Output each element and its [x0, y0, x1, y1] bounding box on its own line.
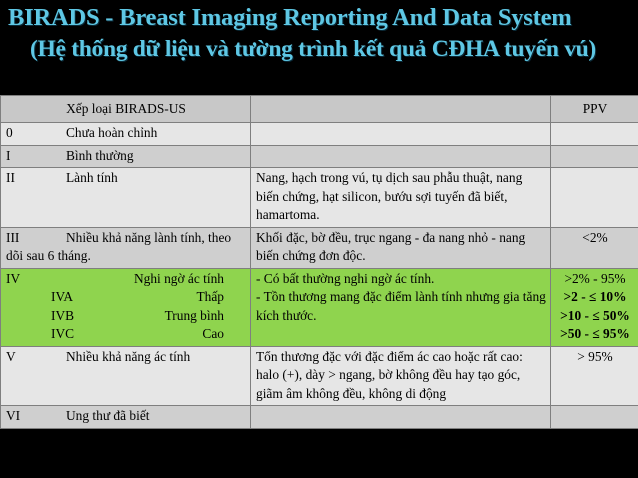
description-cell: Khối đặc, bờ đều, trục ngang - đa nang nhỏ - nang biến chứng đơn độc.	[251, 227, 551, 268]
ppv-cell	[551, 406, 638, 429]
slide-title: BIRADS - Breast Imaging Reporting And Data System	[8, 4, 572, 31]
table-row-highlighted	[1, 268, 638, 346]
subcategory-row	[6, 325, 246, 344]
subcategory-code: IVC	[51, 326, 75, 341]
classification-cell	[1, 168, 251, 228]
slide-title-area	[0, 0, 638, 92]
level-code: V	[6, 348, 16, 364]
level-name: Nhiều khả năng lành tính, theo dõi sau 6 tháng.	[6, 229, 232, 263]
level-name: Ung thư đã biết	[66, 408, 150, 423]
level-code: III	[6, 229, 20, 245]
level-name: Nhiều khả năng ác tính	[66, 348, 191, 364]
header-ppv: PPV	[551, 96, 638, 123]
table-row	[1, 346, 638, 406]
description-cell	[251, 268, 551, 346]
ppv-cell	[551, 268, 638, 346]
category-row	[6, 270, 246, 289]
description-line: - Có bất thường nghi ngờ ác tính.	[256, 270, 435, 286]
classification-cell	[1, 268, 251, 346]
table-row	[1, 168, 638, 228]
table-row	[1, 227, 638, 268]
description-cell	[251, 406, 551, 429]
table-row	[1, 123, 638, 146]
ppv-sub-value: >50 - ≤ 95%	[560, 326, 630, 341]
ppv-cell: <2%	[551, 227, 638, 268]
header-description	[251, 96, 551, 123]
classification-cell	[1, 346, 251, 406]
ppv-cell	[551, 123, 638, 146]
classification-cell	[1, 145, 251, 168]
header-classification: Xếp loại BIRADS-US	[1, 96, 251, 123]
description-line: - Tồn thương mang đặc điểm lành tính nhưng gia tăng kích thước.	[256, 289, 546, 323]
classification-cell	[1, 406, 251, 429]
level-code: II	[6, 170, 15, 185]
description-cell: Nang, hạch trong vú, tụ dịch sau phẫu thuật, nang biến chứng, hạt silicon, bướu sợi tuyến đã biết, hamartoma.	[251, 168, 551, 228]
subcategory-label: Thấp	[196, 289, 224, 304]
description-cell: Tổn thương đặc với đặc điểm ác cao hoặc rất cao: halo (+), dày > ngang, bờ không đều hay tạo góc, giãm âm không đều, không di động	[251, 346, 551, 406]
birads-table	[0, 95, 638, 429]
subcategory-label: Cao	[202, 326, 224, 341]
ppv-value: >2% - 95%	[564, 270, 626, 286]
table-row	[1, 406, 638, 429]
ppv-sub-value: >10 - ≤ 50%	[560, 307, 630, 323]
level-code: 0	[6, 125, 13, 140]
level-code: VI	[6, 408, 21, 423]
subcategory-code: IVB	[51, 307, 75, 323]
subcategory-label: Trung bình	[164, 307, 224, 323]
subcategory-row	[6, 307, 246, 326]
classification-cell	[1, 227, 251, 268]
ppv-cell: > 95%	[551, 346, 638, 406]
ppv-cell	[551, 168, 638, 228]
level-code: I	[6, 147, 11, 163]
level-code: IV	[6, 270, 21, 286]
ppv-sub-value: >2 - ≤ 10%	[563, 289, 627, 304]
classification-cell	[1, 123, 251, 146]
subcategory-code: IVA	[51, 289, 74, 304]
description-cell	[251, 123, 551, 146]
ppv-cell	[551, 145, 638, 168]
slide-subtitle: (Hệ thống dữ liệu và tường trình kết quả CĐHA tuyến vú)	[30, 36, 596, 62]
level-name: Lành tính	[66, 170, 118, 185]
level-name: Bình thường	[66, 147, 134, 163]
description-cell	[251, 145, 551, 168]
subcategory-row	[6, 288, 246, 307]
table-row	[1, 145, 638, 168]
table-header-row	[1, 96, 638, 123]
level-name: Nghi ngờ ác tính	[133, 270, 224, 286]
level-name: Chưa hoàn chỉnh	[66, 125, 158, 140]
